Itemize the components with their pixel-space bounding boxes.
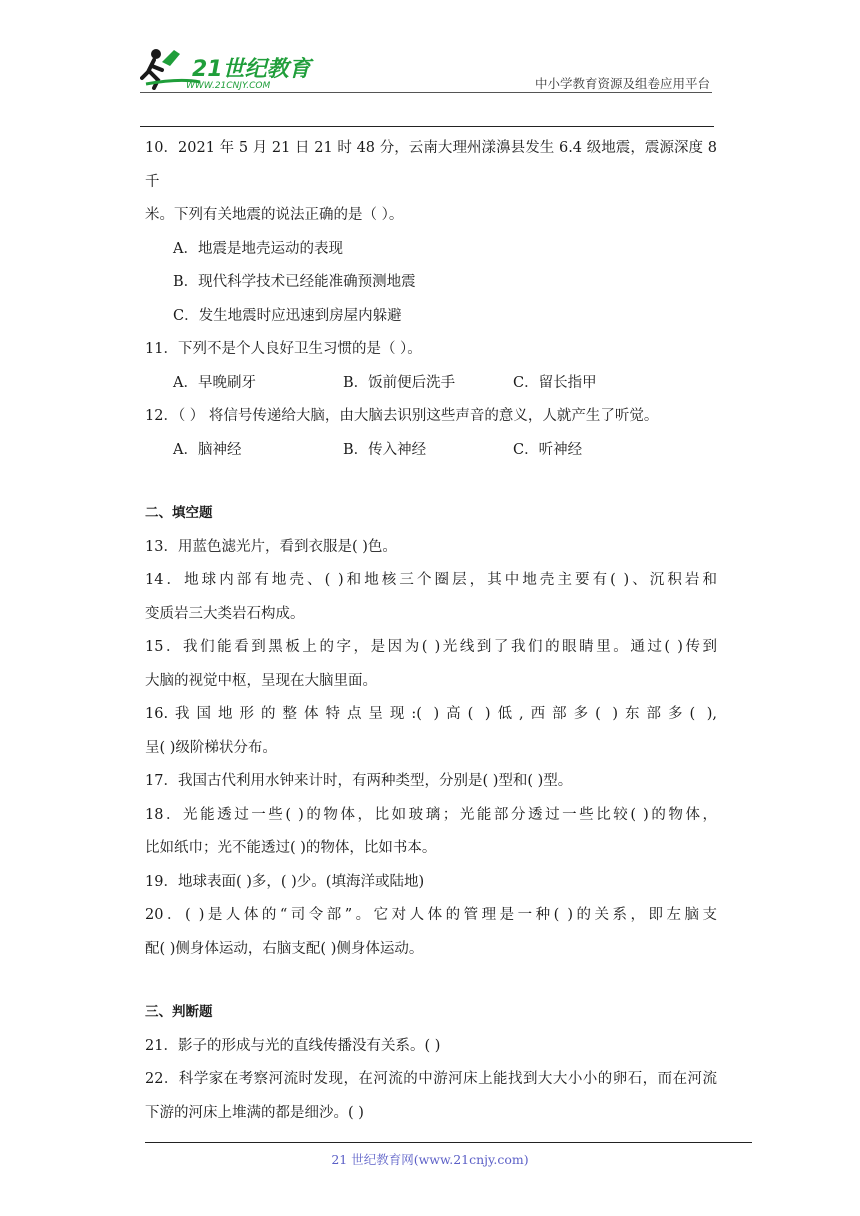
footer-divider [145,1142,752,1143]
section-fill-blank-title: 二、填空题 [145,505,213,521]
question-10-line1: 10．2021 年 5 月 21 日 21 时 48 分，云南大理州漾濞县发生 6.4 级地震，震源深度 8 千 [145,140,717,190]
question-20-line1: 20．( )是人体的“司令部”。它对人体的管理是一种( )的关系，即左脑支 [145,907,717,923]
platform-name: 中小学教育资源及组卷应用平台 [534,76,710,91]
page-header [0,0,860,130]
question-10-option-b: B．现代科学技术已经能准确预测地震 [173,274,416,290]
question-11-option-a: A．早晚刷牙 [173,374,256,391]
question-12-option-b: B．传入神经 [343,441,427,458]
question-16-line2: 呈( )级阶梯状分布。 [145,739,277,756]
question-11-option-c: C．留长指甲 [513,374,597,391]
question-12-options [145,434,717,468]
question-21: 21．影子的形成与光的直线传播没有关系。( ) [145,1037,441,1054]
question-18-line1: 18．光能透过一些( )的物体，比如玻璃；光能部分透过一些比较( )的物体， [145,806,717,823]
question-12-option-a: A．脑神经 [173,441,242,458]
question-10-line2: 米。下列有关地震的说法正确的是（ ）。 [145,207,404,223]
content-top-divider [140,126,714,127]
question-11-options [145,367,717,401]
footer-link[interactable]: 21 世纪教育网(www.21cnjy.com) [331,1152,529,1167]
question-14-line2: 变质岩三大类岩石构成。 [145,605,305,622]
question-10-option-c: C．发生地震时应迅速到房屋内躲避 [173,307,402,324]
question-15-line1: 15．我们能看到黑板上的字，是因为( )光线到了我们的眼睛里。通过( )传到 [145,639,717,655]
question-18-line2: 比如纸巾；光不能透过( )的物体，比如书本。 [145,840,437,856]
question-14-line1: 14．地球内部有地壳、( )和地核三个圈层，其中地壳主要有( )、沉积岩和 [145,572,717,588]
logo-text: 21世纪教育 [192,57,311,82]
question-10-option-a: A．地震是地壳运动的表现 [173,240,343,257]
question-15-line2: 大脑的视觉中枢，呈现在大脑里面。 [145,672,377,689]
question-11: 11．下列不是个人良好卫生习惯的是（ ）。 [145,341,422,357]
question-22-line1: 22．科学家在考察河流时发现，在河流的中游河床上能找到大大小小的卵石，而在河流 [145,1071,717,1087]
question-16-line1: 16.我国地形的整体特点呈现:( )高( )低,西部多( )东部多( ), [145,706,717,722]
question-20-line2: 配( )侧身体运动，右脑支配( )侧身体运动。 [145,940,424,957]
logo-url: WWW.21CNJY.COM [186,81,271,91]
question-11-option-b: B．饭前便后洗手 [343,374,456,391]
section-judgement-title: 三、判断题 [145,1004,213,1020]
question-22-line2: 下游的河床上堆满的都是细沙。( ) [145,1104,364,1121]
question-17: 17．我国古代利用水钟来计时，有两种类型，分别是( )型和( )型。 [145,773,573,789]
question-13: 13．用蓝色滤光片，看到衣服是( )色。 [145,538,397,555]
question-12-option-c: C．听神经 [513,441,583,458]
header-divider [140,92,712,93]
question-19: 19．地球表面( )多，( )少。(填海洋或陆地) [145,873,425,890]
question-12: 12．（ ） 将信号传递给大脑，由大脑去识别这些声音的意义，人就产生了听觉。 [145,408,659,424]
exam-content [145,132,717,1130]
